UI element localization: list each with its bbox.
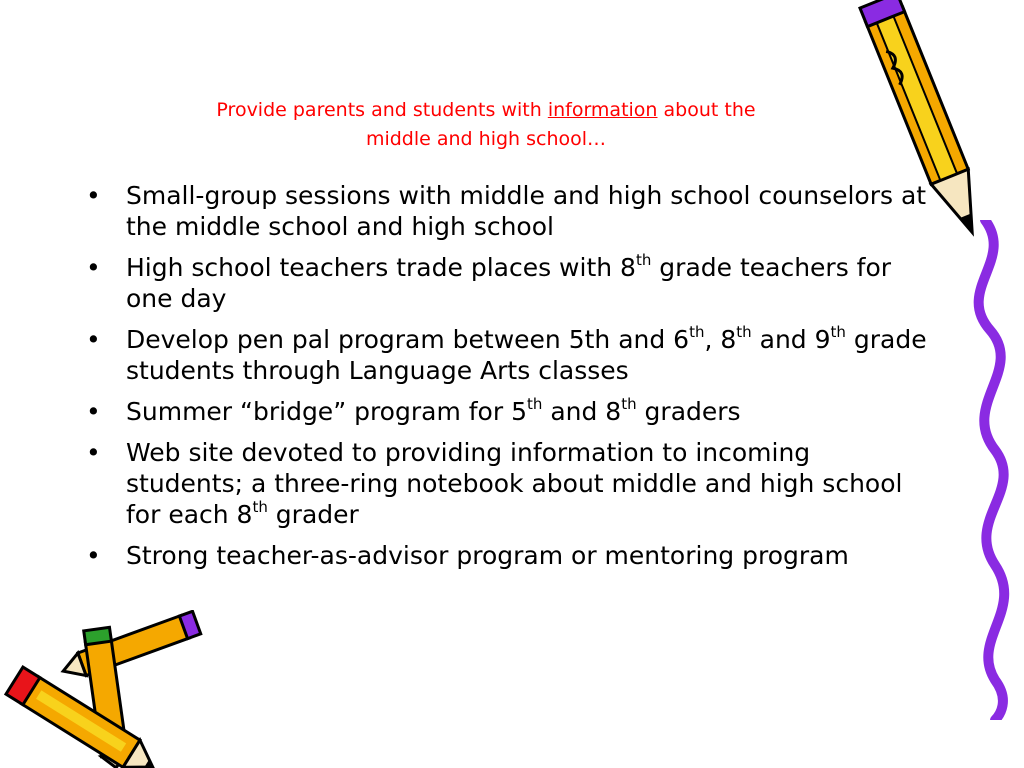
ordinal-suffix: th [830, 322, 846, 341]
bullet-text: grader [267, 500, 359, 529]
bullet-text: Summer “bridge” program for 5 [126, 397, 527, 426]
list-item [84, 396, 934, 427]
list-item [84, 252, 934, 314]
bullet-marker: • [86, 253, 101, 282]
bullet-marker: • [86, 541, 101, 570]
bullet-text: Strong teacher-as-advisor program or mentoring program [126, 541, 849, 570]
slide-title [130, 96, 842, 154]
bullet-text: graders [636, 397, 741, 426]
title-text-after: about the [657, 99, 756, 121]
title-line-2: middle and high school… [365, 128, 607, 150]
ordinal-suffix: th [621, 394, 637, 413]
ordinal-suffix: th [526, 394, 543, 413]
bullet-marker: • [86, 181, 101, 210]
list-item [84, 540, 934, 571]
bullet-text: Small-group sessions with middle and high school counselors at the middle school and high school [126, 181, 927, 241]
ordinal-suffix: th [689, 322, 705, 341]
title-line-1 [130, 96, 842, 125]
bullet-text: and 9 [751, 325, 831, 354]
ordinal-suffix: th [635, 250, 652, 269]
bullet-marker: • [86, 325, 101, 354]
bullet-marker: • [86, 397, 101, 426]
title-text-before: Provide parents and students with [216, 99, 548, 121]
bullet-text: and 8 [542, 397, 622, 426]
list-item [84, 437, 934, 530]
ordinal-suffix: th [736, 322, 752, 341]
squiggle-line-icon [955, 220, 1024, 720]
bullet-marker: • [86, 438, 101, 467]
bullet-text: Web site devoted to providing information to incoming students; a three-ring notebook about middle and high school for each 8 [126, 438, 903, 529]
bullet-text: grade teachers for one day [126, 253, 892, 313]
list-item [84, 324, 934, 386]
bullet-text: Develop pen pal program between 5th and 6 [126, 325, 690, 354]
pencils-icon [0, 610, 210, 768]
bullet-list [84, 180, 934, 581]
title-underlined-word: information [547, 99, 658, 121]
bullet-text: High school teachers trade places with 8 [126, 253, 636, 282]
bullet-text: grade students through Language Arts classes [126, 325, 927, 385]
bullet-text: , 8 [704, 325, 737, 354]
list-item [84, 180, 934, 242]
ordinal-suffix: th [252, 497, 268, 516]
